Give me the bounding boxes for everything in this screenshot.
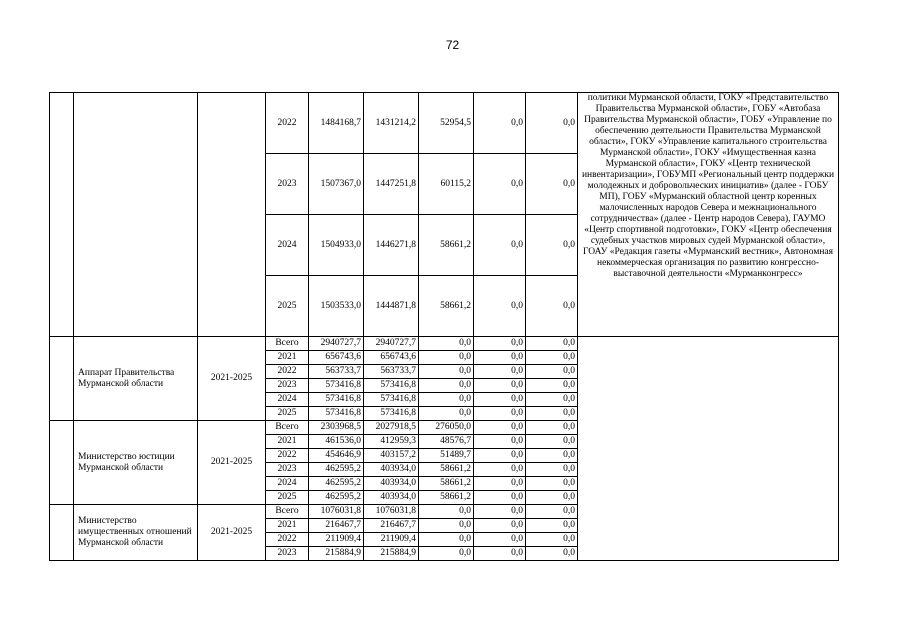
- other-cell: 0,0: [526, 547, 578, 561]
- total-cell: 215884,9: [309, 547, 364, 561]
- total-cell: 462595,2: [309, 491, 364, 505]
- year-cell: 2023: [266, 547, 309, 561]
- other-cell: 0,0: [526, 421, 578, 435]
- regional-cell: 656743,6: [364, 351, 419, 365]
- federal-cell: 0,0: [419, 351, 474, 365]
- year-cell: 2022: [266, 533, 309, 547]
- total-cell: 461536,0: [309, 435, 364, 449]
- total-cell: 1484168,7: [309, 93, 364, 154]
- local-cell: 0,0: [474, 463, 526, 477]
- year-cell: 2021: [266, 351, 309, 365]
- regional-cell: 403934,0: [364, 477, 419, 491]
- other-cell: 0,0: [526, 463, 578, 477]
- local-cell: 0,0: [474, 276, 526, 337]
- other-cell: 0,0: [526, 276, 578, 337]
- local-cell: 0,0: [474, 379, 526, 393]
- local-cell: 0,0: [474, 505, 526, 519]
- row-number-cell: [50, 505, 74, 561]
- local-cell: 0,0: [474, 365, 526, 379]
- local-cell: 0,0: [474, 491, 526, 505]
- regional-cell: 403934,0: [364, 491, 419, 505]
- total-cell: 1503533,0: [309, 276, 364, 337]
- other-cell: 0,0: [526, 477, 578, 491]
- executor-name-cell: Министерство имущественных отношений Мурманской области: [74, 505, 198, 561]
- federal-cell: 0,0: [419, 393, 474, 407]
- year-cell: 2024: [266, 393, 309, 407]
- regional-cell: 573416,8: [364, 393, 419, 407]
- year-cell: 2022: [266, 449, 309, 463]
- local-cell: 0,0: [474, 449, 526, 463]
- row-number-cell: [50, 337, 74, 421]
- regional-cell: 1444871,8: [364, 276, 419, 337]
- total-cell: 573416,8: [309, 393, 364, 407]
- other-cell: 0,0: [526, 407, 578, 421]
- federal-cell: 0,0: [419, 519, 474, 533]
- total-cell: 2940727,7: [309, 337, 364, 351]
- total-cell: 573416,8: [309, 379, 364, 393]
- federal-cell: 58661,2: [419, 276, 474, 337]
- other-cell: 0,0: [526, 393, 578, 407]
- row-number-cell: [50, 421, 74, 505]
- federal-cell: 51489,7: [419, 449, 474, 463]
- federal-cell: 0,0: [419, 407, 474, 421]
- federal-cell: 0,0: [419, 337, 474, 351]
- year-cell: 2025: [266, 276, 309, 337]
- local-cell: 0,0: [474, 154, 526, 215]
- year-cell: 2025: [266, 491, 309, 505]
- year-cell: Всего: [266, 421, 309, 435]
- year-cell: 2021: [266, 435, 309, 449]
- local-cell: 0,0: [474, 215, 526, 276]
- total-cell: 1504933,0: [309, 215, 364, 276]
- other-cell: 0,0: [526, 365, 578, 379]
- total-cell: 462595,2: [309, 463, 364, 477]
- federal-cell: 0,0: [419, 533, 474, 547]
- other-cell: 0,0: [526, 491, 578, 505]
- other-cell: 0,0: [526, 449, 578, 463]
- year-cell: Всего: [266, 337, 309, 351]
- regional-cell: 403157,2: [364, 449, 419, 463]
- other-cell: 0,0: [526, 519, 578, 533]
- local-cell: 0,0: [474, 547, 526, 561]
- federal-cell: 52954,5: [419, 93, 474, 154]
- total-cell: 462595,2: [309, 477, 364, 491]
- local-cell: 0,0: [474, 421, 526, 435]
- regional-cell: 2027918,5: [364, 421, 419, 435]
- federal-cell: 58661,2: [419, 215, 474, 276]
- executors-cell: политики Мурманской области, ГОКУ «Представительство Правительства Мурманской области», ГОБУ «Автобаза Правительства Мурманской области», ГОБУ «Управление по обеспечению деятельности Правительства Мурманской области», ГОКУ «Управление капитального строительства Мурманской области», ГОКУ «Имущественная казна Мурманской области», ГОКУ «Центр технической инвентаризации», ГОБУМП «Региональный центр поддержки молодежных и добровольческих инициатив» (далее - ГОБУ МП), ГОБУ «Мурманский областной центр коренных малочисленных народов Севера и межнационального сотрудничества» (далее - Центр народов Севера), ГАУМО «Центр спортивной подготовки», ГОКУ «Центр обеспечения судебных участков мировых судей Мурманской области», ГОАУ «Редакция газеты «Мурманский вестник», Автономная некоммерческая организация по развитию конгрессно-выставочной деятельности «Мурманконгресс»: [578, 93, 839, 337]
- other-cell: 0,0: [526, 215, 578, 276]
- period-cell: 2021-2025: [198, 505, 266, 561]
- federal-cell: 58661,2: [419, 491, 474, 505]
- executor-name-cell: [74, 93, 198, 337]
- local-cell: 0,0: [474, 519, 526, 533]
- executor-name-cell: Аппарат Правительства Мурманской области: [74, 337, 198, 421]
- other-cell: 0,0: [526, 337, 578, 351]
- regional-cell: 403934,0: [364, 463, 419, 477]
- year-cell: 2023: [266, 379, 309, 393]
- year-cell: 2022: [266, 365, 309, 379]
- other-cell: 0,0: [526, 505, 578, 519]
- regional-cell: 215884,9: [364, 547, 419, 561]
- federal-cell: 0,0: [419, 379, 474, 393]
- regional-cell: 563733,7: [364, 365, 419, 379]
- total-cell: 211909,4: [309, 533, 364, 547]
- regional-cell: 573416,8: [364, 407, 419, 421]
- federal-cell: 58661,2: [419, 463, 474, 477]
- table-row: [50, 93, 839, 154]
- year-cell: 2025: [266, 407, 309, 421]
- regional-cell: 1431214,2: [364, 93, 419, 154]
- federal-cell: 0,0: [419, 547, 474, 561]
- federal-cell: 0,0: [419, 505, 474, 519]
- year-cell: 2024: [266, 215, 309, 276]
- year-cell: 2024: [266, 477, 309, 491]
- other-cell: 0,0: [526, 435, 578, 449]
- regional-cell: 216467,7: [364, 519, 419, 533]
- page-number: 72: [445, 38, 460, 52]
- other-cell: 0,0: [526, 533, 578, 547]
- local-cell: 0,0: [474, 351, 526, 365]
- year-cell: 2023: [266, 463, 309, 477]
- period-cell: 2021-2025: [198, 421, 266, 505]
- federal-cell: 60115,2: [419, 154, 474, 215]
- other-cell: 0,0: [526, 351, 578, 365]
- regional-cell: 1446271,8: [364, 215, 419, 276]
- executor-name-cell: Министерство юстиции Мурманской области: [74, 421, 198, 505]
- federal-cell: 276050,0: [419, 421, 474, 435]
- total-cell: 216467,7: [309, 519, 364, 533]
- total-cell: 573416,8: [309, 407, 364, 421]
- total-cell: 2303968,5: [309, 421, 364, 435]
- federal-cell: 48576,7: [419, 435, 474, 449]
- row-number-cell: [50, 93, 74, 337]
- regional-cell: 211909,4: [364, 533, 419, 547]
- other-cell: 0,0: [526, 93, 578, 154]
- regional-cell: 2940727,7: [364, 337, 419, 351]
- total-cell: 1507367,0: [309, 154, 364, 215]
- federal-cell: 58661,2: [419, 477, 474, 491]
- total-cell: 454646,9: [309, 449, 364, 463]
- other-cell: 0,0: [526, 154, 578, 215]
- regional-cell: 573416,8: [364, 379, 419, 393]
- regional-cell: 1447251,8: [364, 154, 419, 215]
- regional-cell: 1076031,8: [364, 505, 419, 519]
- local-cell: 0,0: [474, 533, 526, 547]
- local-cell: 0,0: [474, 393, 526, 407]
- year-cell: 2022: [266, 93, 309, 154]
- period-cell: [198, 93, 266, 337]
- year-cell: 2023: [266, 154, 309, 215]
- total-cell: 1076031,8: [309, 505, 364, 519]
- local-cell: 0,0: [474, 477, 526, 491]
- total-cell: 563733,7: [309, 365, 364, 379]
- federal-cell: 0,0: [419, 365, 474, 379]
- local-cell: 0,0: [474, 435, 526, 449]
- year-cell: Всего: [266, 505, 309, 519]
- total-cell: 656743,6: [309, 351, 364, 365]
- table-row: [50, 337, 839, 351]
- regional-cell: 412959,3: [364, 435, 419, 449]
- local-cell: 0,0: [474, 93, 526, 154]
- executors-cell-empty: [578, 337, 839, 561]
- year-cell: 2021: [266, 519, 309, 533]
- budget-table: [49, 92, 839, 561]
- local-cell: 0,0: [474, 337, 526, 351]
- period-cell: 2021-2025: [198, 337, 266, 421]
- other-cell: 0,0: [526, 379, 578, 393]
- local-cell: 0,0: [474, 407, 526, 421]
